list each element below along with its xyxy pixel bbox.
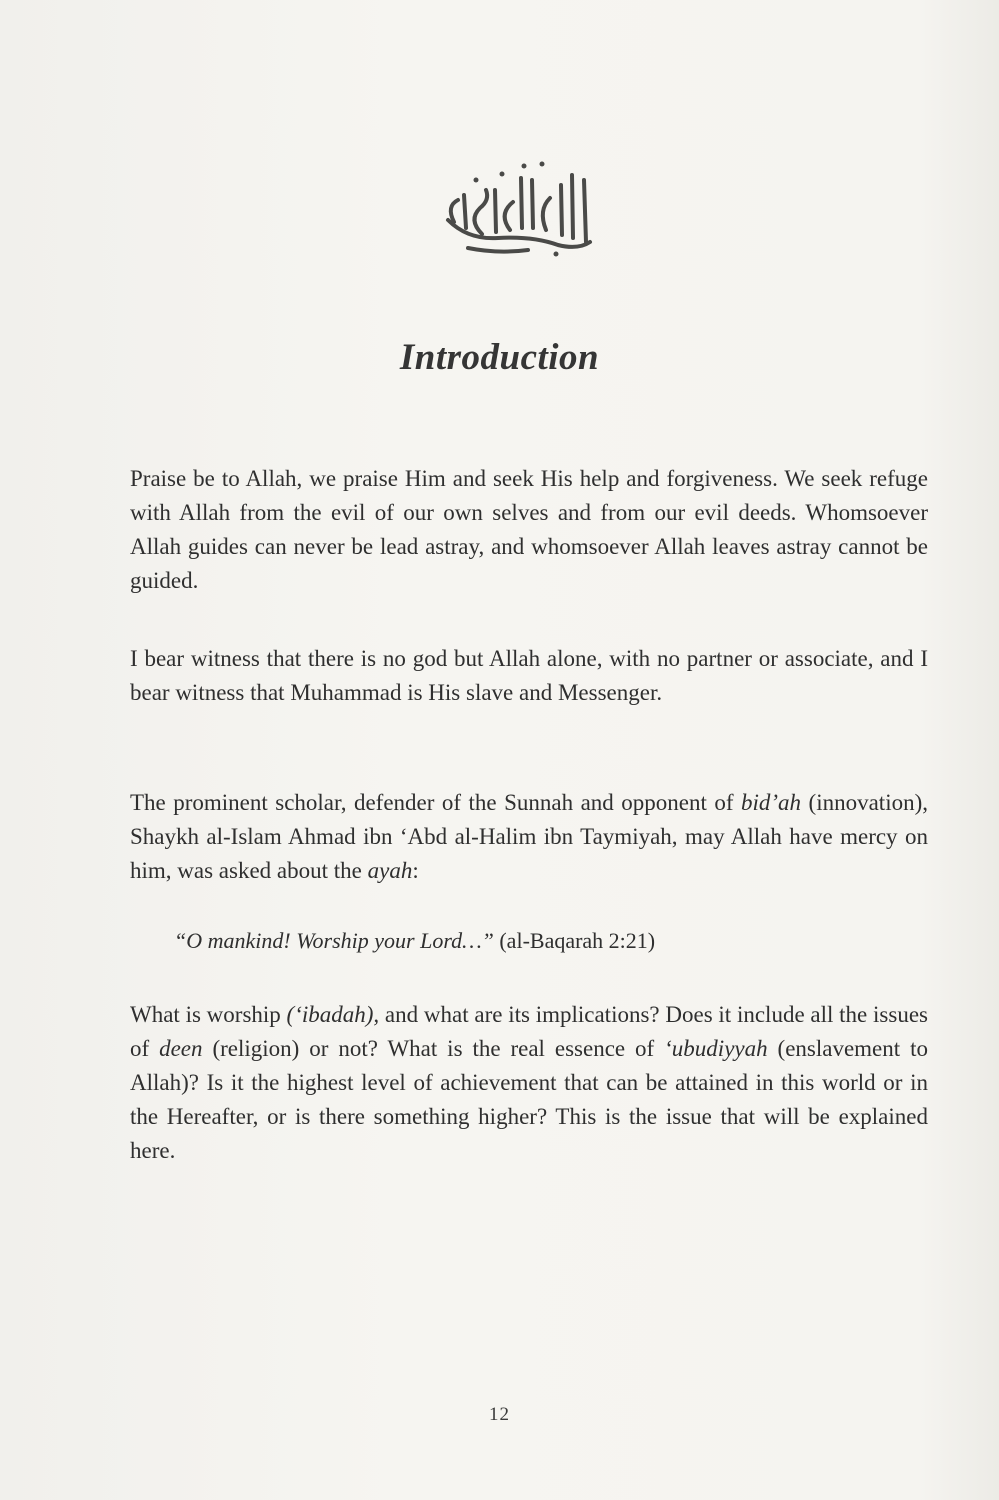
basmala-calligraphy	[438, 150, 598, 260]
p4-text-1: What is worship	[130, 1002, 287, 1027]
p4-italic-ibadah: (‘ibadah),	[286, 1002, 380, 1027]
p4-italic-ubudiyyah: ‘ubudiyyah	[664, 1036, 768, 1061]
p3-text-2: (innovation), Shaykh al-Islam Ahmad ibn ‘Abd al-Halim ibn Taymiyah, may Allah have mercy on him, was asked about the	[130, 790, 928, 883]
p4-text-3: (religion) or not? What is the real essence of	[202, 1036, 665, 1061]
chapter-title: Introduction	[399, 337, 600, 378]
quote-text: “O mankind! Worship your Lord…”	[174, 928, 494, 953]
page-number: 12	[489, 1404, 510, 1425]
p3-text-3: :	[412, 858, 419, 883]
p4-text-4: (enslavement to Allah)? Is it the highest level of achievement that can be attained in this world or in the Hereafter, or is there something higher? This is the issue that will be explained here.	[130, 1036, 928, 1163]
p4-text-2: and what are its implications? Does it include all the issues of	[130, 1002, 928, 1061]
p3-italic-bidah: bid’ah	[741, 790, 802, 815]
quote-reference: (al-Baqarah 2:21)	[493, 928, 656, 953]
quran-quote	[174, 928, 655, 954]
p3-italic-ayah: ayah	[367, 858, 413, 883]
p3-text-1: The prominent scholar, defender of the Sunnah and opponent of	[130, 790, 741, 815]
paragraph-praise: Praise be to Allah, we praise Him and seek His help and forgiveness. We seek refuge with Allah from the evil of our own selves and from our evil deeds. Whomsoever Allah guides can never be lead astray, and whomsoever Allah leaves astray cannot be guided.	[130, 466, 928, 593]
paragraph-question-intro	[130, 786, 928, 888]
p4-italic-deen: deen	[159, 1036, 203, 1061]
paragraph-questions	[130, 998, 928, 1168]
paragraph-testimony: I bear witness that there is no god but Allah alone, with no partner or associate, and I bear witness that Muhammad is His slave and Messenger.	[130, 646, 928, 705]
